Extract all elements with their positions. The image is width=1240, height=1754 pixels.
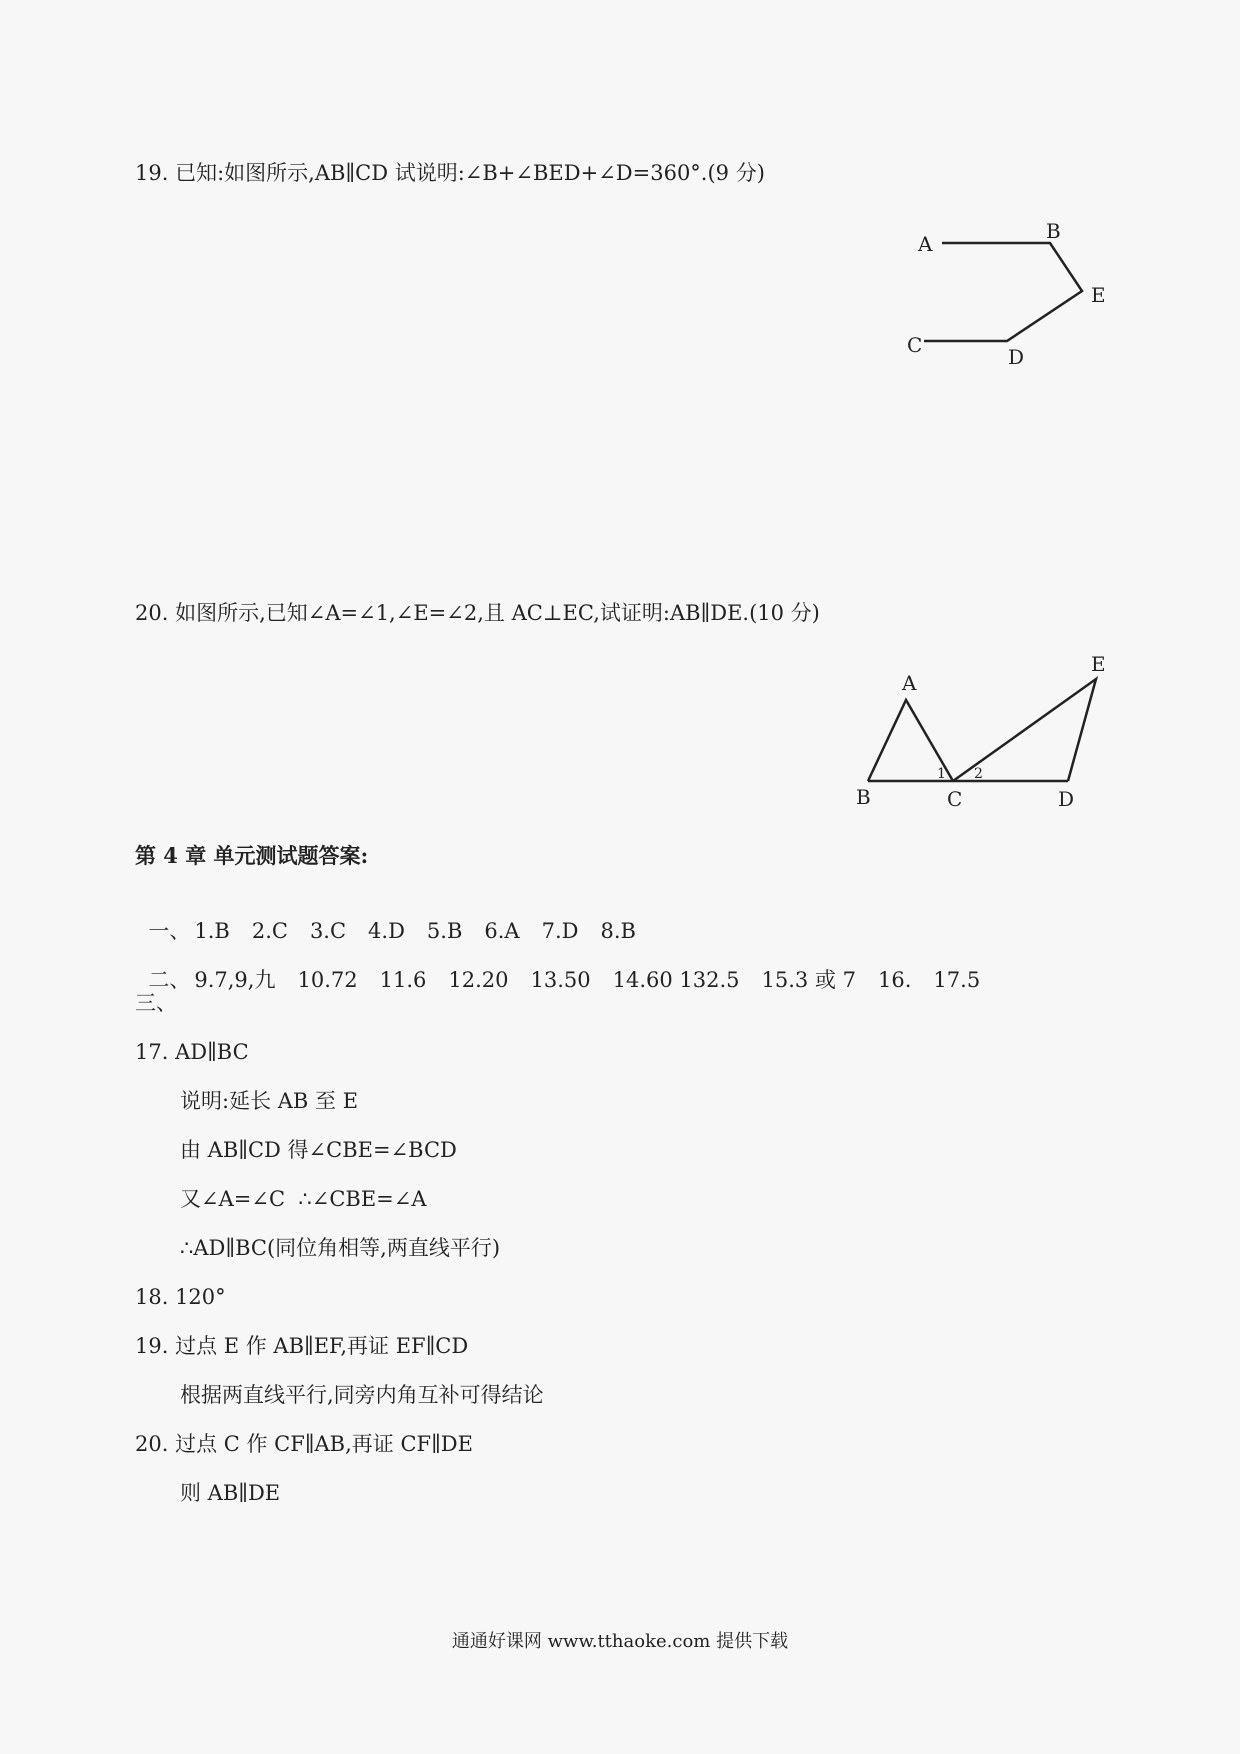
part2-item: 15.3 或 7: [761, 968, 857, 992]
question-19: 19. 已知:如图所示,AB∥CD 试说明:∠B+∠BED+∠D=360°.(9 分): [135, 161, 765, 185]
answer-19-line: 根据两直线平行,同旁内角互补可得结论: [180, 1383, 544, 1407]
answers-part2: [135, 941, 1002, 993]
question-20: 20. 如图所示,已知∠A=∠1,∠E=∠2,且 AC⊥EC,试证明:AB∥DE.(10 分): [135, 601, 820, 625]
answer-20-line: 则 AB∥DE: [180, 1481, 281, 1505]
part1-item: 3.C: [309, 919, 347, 943]
answer-17-line: 说明:延长 AB 至 E: [180, 1089, 359, 1113]
part2-item: 17.5: [933, 968, 981, 992]
answer-17-line: ∴AD∥BC(同位角相等,两直线平行): [180, 1236, 501, 1260]
part2-item: 14.60 132.5: [612, 968, 740, 992]
part1-item: 6.A: [484, 919, 520, 943]
answer-17-title: 17. AD∥BC: [135, 1040, 249, 1064]
fig20-label-d: D: [1058, 787, 1075, 811]
fig19-label-a: A: [918, 232, 933, 256]
fig19-label-c: C: [907, 333, 923, 357]
figure-19-path: [924, 243, 1082, 341]
answer-20-title: 20. 过点 C 作 CF∥AB,再证 CF∥DE: [135, 1432, 473, 1456]
part2-item: 9.7,9,九: [194, 968, 276, 992]
fig20-label-a: A: [902, 671, 917, 695]
footer-credit: 通通好课网 www.tthaoke.com 提供下载: [451, 1631, 789, 1652]
fig19-label-b: B: [1046, 219, 1061, 243]
part1-label: 一、: [148, 919, 191, 943]
part2-item: 16.: [878, 968, 912, 992]
fig20-label-1: 1: [937, 766, 946, 782]
answers-part1: [135, 892, 658, 944]
part1-item: 7.D: [541, 919, 579, 943]
answers-part3-label: 三、: [135, 991, 177, 1015]
part1-item: 5.B: [426, 919, 463, 943]
part1-item: 4.D: [368, 919, 405, 943]
answer-17-line: 由 AB∥CD 得∠CBE=∠BCD: [180, 1138, 457, 1162]
part2-item: 12.20: [448, 968, 509, 992]
part2-item: 13.50: [530, 968, 591, 992]
part2-item: 10.72: [297, 968, 358, 992]
fig19-label-d: D: [1008, 345, 1025, 369]
part1-item: 1.B: [194, 919, 230, 943]
part1-item: 8.B: [600, 919, 636, 943]
part1-item: 2.C: [251, 919, 288, 943]
part2-label: 二、: [148, 968, 191, 992]
answer-19-title: 19. 过点 E 作 AB∥EF,再证 EF∥CD: [135, 1334, 469, 1358]
answer-17-line: 又∠A=∠C ∴∠CBE=∠A: [180, 1187, 427, 1211]
fig20-label-e: E: [1091, 652, 1106, 676]
answer-18: 18. 120°: [135, 1285, 226, 1309]
fig20-label-b: B: [856, 785, 871, 809]
answers-heading: 第 4 章 单元测试题答案:: [135, 843, 369, 868]
fig20-label-c: C: [947, 787, 963, 811]
fig19-label-e: E: [1091, 283, 1106, 307]
fig20-label-2: 2: [974, 766, 983, 782]
part2-item: 11.6: [379, 968, 427, 992]
